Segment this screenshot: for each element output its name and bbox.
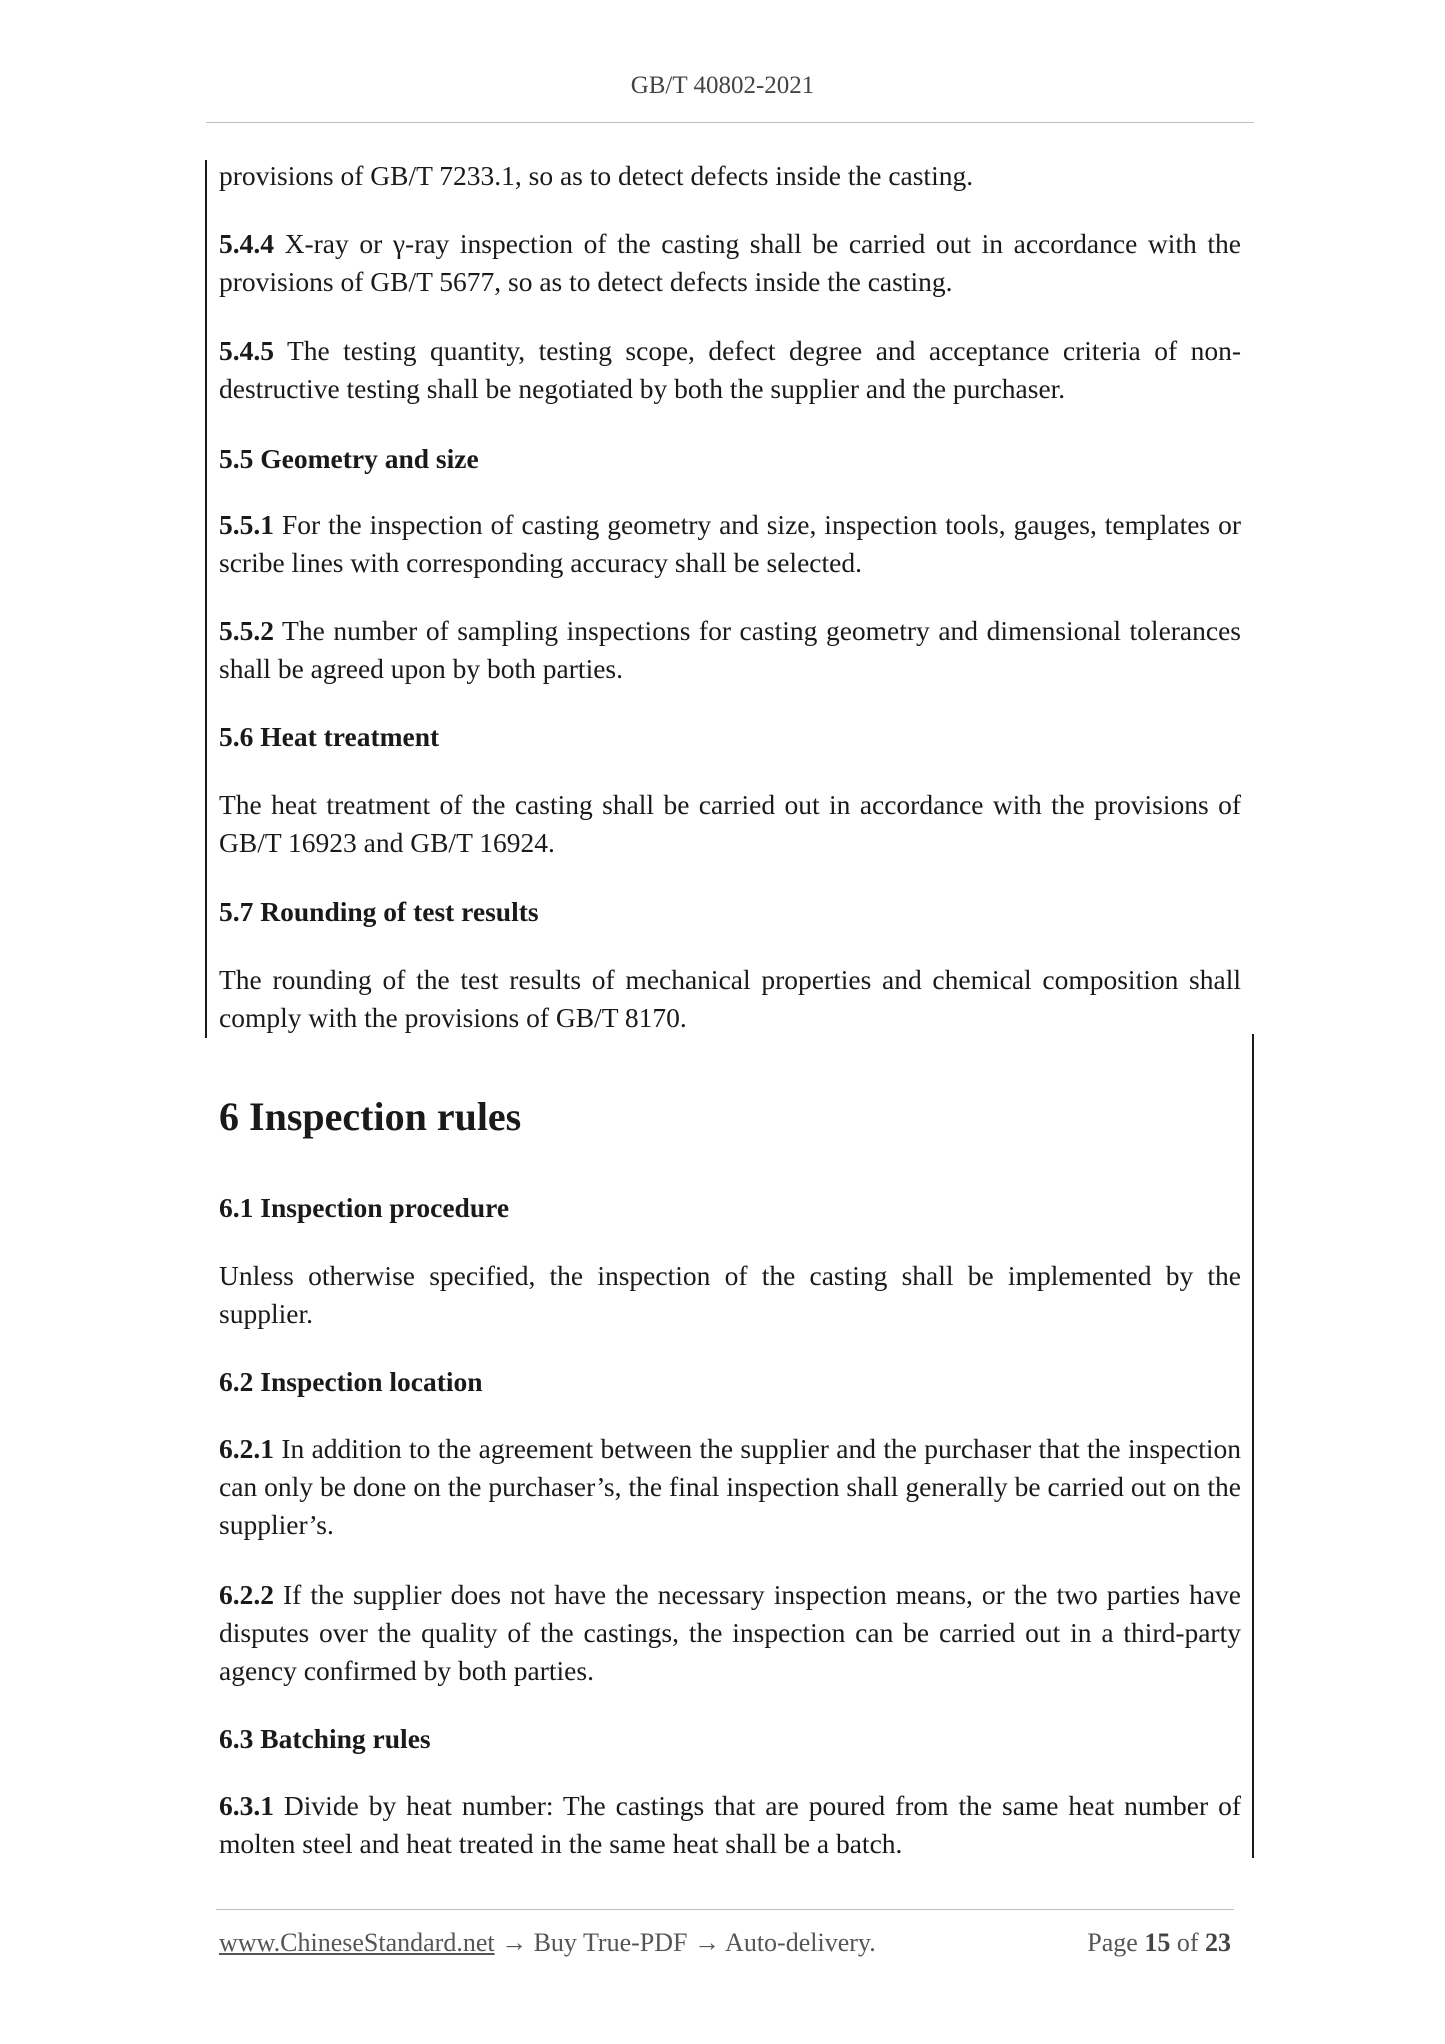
paragraph-6-3-1: 6.3.1 Divide by heat number: The castings that are poured from the same heat number of molten steel and heat treated in the same heat shall be a batch.	[219, 1790, 1241, 1859]
clause-number: 5.5.1	[219, 509, 274, 540]
paragraph-5-6: The heat treatment of the casting shall be carried out in accordance with the provisions of GB/T 16923 and GB/T 16924.	[219, 789, 1241, 858]
clause-number: 5.4.5	[219, 335, 274, 366]
site-link[interactable]: www.ChineseStandard.net	[219, 1928, 495, 1957]
clause-number: 6.2.2	[219, 1579, 274, 1610]
clause-number: 5.4.4	[219, 228, 274, 259]
document-body	[219, 0, 1241, 2044]
heading-6-2: 6.2 Inspection location	[219, 1366, 483, 1397]
heading-5-5: 5.5 Geometry and size	[219, 443, 479, 474]
paragraph-5-4-5: 5.4.5 The testing quantity, testing scope, defect degree and acceptance criteria of non-destructive testing shall be negotiated by both the supplier and the purchaser.	[219, 335, 1241, 404]
document-id: GB/T 40802-2021	[630, 72, 815, 99]
right-change-bar	[1252, 1034, 1254, 1858]
footer-promo	[219, 1928, 876, 1958]
left-change-bar	[205, 160, 207, 1038]
clause-number: 5.5.2	[219, 615, 274, 646]
heading-5-7: 5.7 Rounding of test results	[219, 896, 539, 927]
footer-tagline: → Buy True-PDF → Auto-delivery.	[494, 1928, 876, 1957]
paragraph-5-5-2: 5.5.2 The number of sampling inspections for casting geometry and dimensional tolerances shall be agreed upon by both parties.	[219, 615, 1241, 684]
paragraph-6-2-2: 6.2.2 If the supplier does not have the necessary inspection means, or the two parties have disputes over the quality of the castings, the inspection can be carried out in a third-party agency confirmed by both parties.	[219, 1579, 1241, 1686]
clause-number: 6.2.1	[219, 1433, 274, 1464]
heading-5-6: 5.6 Heat treatment	[219, 721, 440, 752]
page-indicator: Page 15 of 23	[1087, 1928, 1231, 1957]
heading-6-1: 6.1 Inspection procedure	[219, 1192, 510, 1223]
paragraph-6-2-1: 6.2.1 In addition to the agreement between the supplier and the purchaser that the inspection can only be done on the purchaser’s, the final inspection shall generally be carried out on the supplier’s.	[219, 1433, 1241, 1540]
paragraph-5-7: The rounding of the test results of mechanical properties and chemical composition shall comply with the provisions of GB/T 8170.	[219, 964, 1241, 1033]
paragraph-5-4-4: 5.4.4 X-ray or γ-ray inspection of the casting shall be carried out in accordance with the provisions of GB/T 5677, so as to detect defects inside the casting.	[219, 228, 1241, 297]
current-page: 15	[1144, 1928, 1171, 1957]
footer-divider	[216, 1909, 1234, 1910]
heading-6: 6 Inspection rules	[219, 1094, 522, 1139]
paragraph-6-1: Unless otherwise specified, the inspection of the casting shall be implemented by the supplier.	[219, 1260, 1241, 1329]
heading-6-3: 6.3 Batching rules	[219, 1723, 431, 1754]
paragraph-5-5-1: 5.5.1 For the inspection of casting geometry and size, inspection tools, gauges, templates or scribe lines with corresponding accuracy shall be selected.	[219, 509, 1241, 578]
clause-number: 6.3.1	[219, 1790, 274, 1821]
total-pages: 23	[1205, 1928, 1231, 1957]
paragraph-continued: provisions of GB/T 7233.1, so as to detect defects inside the casting.	[219, 160, 974, 191]
